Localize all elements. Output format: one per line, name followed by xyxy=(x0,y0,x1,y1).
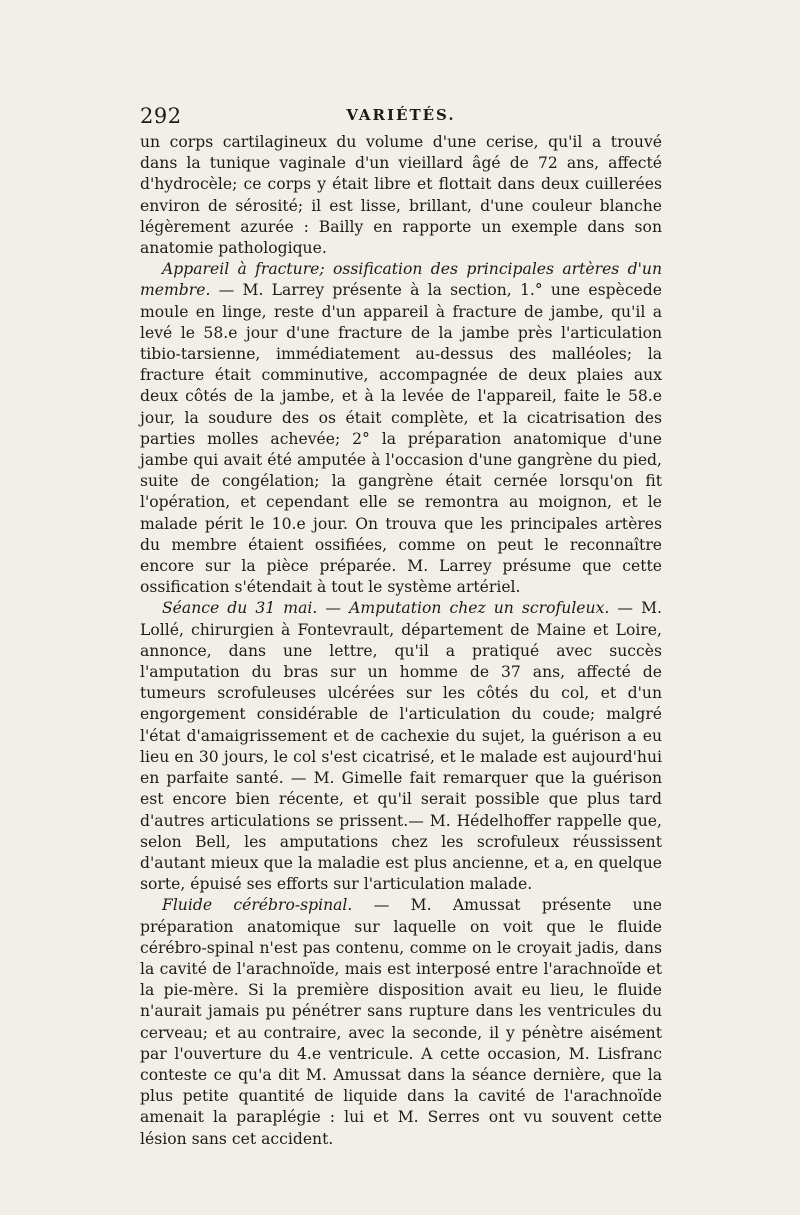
paragraph-cerebrospinal-fluid xyxy=(140,895,662,1149)
paragraph-text: — M. Lollé, chirurgien à Fontevrault, département de Maine et Loire, annonce, dans une lettre, qu'il a pratiqué avec succès l'amputation du bras sur un homme de 37 ans, affecté de tumeurs scrofuleuses ulcérées sur les côtés du col, et d'un engorgement considérable de l'articulation du coude; malgré l'état d'amaigrissement et de cachexie du sujet, la guérison a eu lieu en 30 jours, le col s'est cicatrisé, et le malade est aujourd'hui en parfaite santé. — M. Gimelle fait remarquer que la guérison est encore bien récente, et qu'il serait possible que plus tard d'autres articulations se prissent.— M. Hédelhoffer rappelle que, selon Bell, les amputations chez les scrofuleux réussissent d'autant mieux que la maladie est plus ancienne, et a, en quelque sorte, épuisé ses efforts sur l'articulation malade. xyxy=(140,599,662,894)
paragraph-text: — M. Amussat présente une préparation anatomique sur laquelle on voit que le fluide cérébro-spinal n'est pas contenu, comme on le croyait jadis, dans la cavité de l'arachnoïde, mais est interposé entre l'arachnoïde et la pie-mère. Si la première disposition avait eu lieu, le fluide n'aurait jamais pu pénétrer sans rupture dans les ventricules du cerveau; et au contraire, avec la seconde, il y pénètre aisément par l'ouverture du 4.e ventricule. A cette occasion, M. Lisfranc conteste ce qu'a dit M. Amussat dans la séance dernière, que la plus petite quantité de liquide dans la cavité de l'arachnoïde amenait la paraplégie : lui et M. Serres ont vu souvent cette lésion sans cet accident. xyxy=(140,896,662,1148)
paragraph-title: Fluide cérébro-spinal. xyxy=(162,896,353,915)
paragraph-fracture-apparatus xyxy=(140,259,662,598)
paragraph-amputation xyxy=(140,598,662,895)
page-number: 292 xyxy=(140,104,182,128)
paragraph-continuation xyxy=(140,132,662,259)
running-title: VARIÉTÉS. xyxy=(346,106,456,124)
paragraph-text: — M. Larrey présente à la section, 1.° une espècede moule en linge, reste d'un appareil à fracture de jambe, qu'il a levé le 58.e jour d'une fracture de la jambe près l'articulation tibio-tarsienne, immédiatement au-dessus des malléoles; la fracture était comminutive, accompagnée de deux plaies aux deux côtés de la jambe, et à la levée de l'appareil, faite le 58.e jour, la soudure des os était complète, et la cicatrisation des parties molles achevée; 2° la préparation anatomique d'une jambe qui avait été amputée à l'occasion d'une gangrène du pied, suite de congélation; la gangrène était cernée lorsqu'on fit l'opération, et cependant elle se remontra au moignon, et le malade périt le 10.e jour. On trouva que les principales artères du membre étaient ossifiées, comme on peut le reconnaître encore sur la pièce préparée. M. Larrey présume que cette ossification s'étendait à tout le système artériel. xyxy=(140,281,662,597)
paragraph-title: Séance du 31 mai. — Amputation chez un scrofuleux. xyxy=(162,599,610,618)
paragraph-text: un corps cartilagineux du volume d'une cerise, qu'il a trouvé dans la tunique vaginale d'un vieillard âgé de 72 ans, affecté d'hydrocèle; ce corps y était libre et flottait dans deux cuillerées environ de sérosité; il est lisse, brillant, d'une couleur blanche légèrement azurée : Bailly en rapporte un exemple dans son anatomie pathologique. xyxy=(140,133,662,258)
paragraph-title: Appareil à fracture; ossification des principales artères d'un membre. xyxy=(140,260,662,300)
page-header xyxy=(140,104,662,132)
body-text xyxy=(140,132,662,1150)
